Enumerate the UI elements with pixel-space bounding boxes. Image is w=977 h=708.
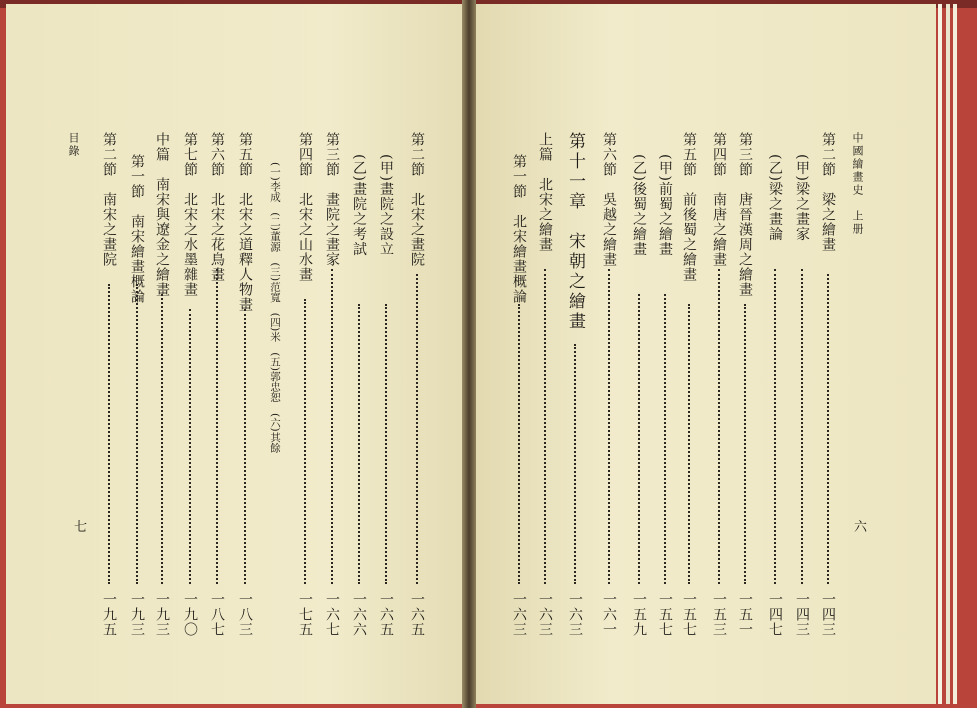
leader-dots	[608, 269, 610, 584]
toc-entry-label: 第二節 北宋之畫院	[409, 132, 425, 267]
leader-dots	[688, 304, 690, 584]
toc-entry-page: 一五三	[711, 592, 727, 637]
toc-entry-label: (乙)畫院之考試	[351, 154, 367, 257]
toc-entry-page: 一七五	[297, 592, 313, 637]
page-edge	[938, 4, 942, 704]
running-head-left: 目錄	[67, 132, 80, 158]
leader-dots	[664, 294, 666, 584]
toc-entry-label: (乙)梁之畫論	[767, 154, 783, 242]
leader-dots	[518, 304, 520, 584]
page-edge	[953, 4, 957, 704]
toc-entry-page: 一六五	[378, 592, 394, 637]
leader-dots	[801, 269, 803, 584]
toc-entry-page: 一五七	[681, 592, 697, 637]
leader-dots	[827, 274, 829, 584]
leader-dots	[638, 294, 640, 584]
toc-entry-label: (甲)畫院之設立	[378, 154, 394, 257]
toc-entry-label: (甲)前蜀之繪畫	[657, 154, 673, 257]
leader-dots	[216, 269, 218, 584]
toc-entry-page: 一九〇	[182, 592, 198, 637]
leader-dots	[331, 269, 333, 584]
toc-entry-label: 第四節 南唐之繪畫	[711, 132, 727, 267]
folio-left: 七	[74, 520, 88, 535]
toc-entry-page: 一六三	[567, 592, 583, 637]
toc-entry-label: 第五節 前後蜀之繪畫	[681, 132, 697, 282]
leader-dots	[189, 309, 191, 584]
right-page	[472, 4, 936, 704]
toc-entry-label: 上篇 北宋之繪畫	[537, 132, 553, 252]
toc-entry-page: 一四三	[820, 592, 836, 637]
leader-dots	[416, 274, 418, 584]
toc-entry-label: (一)李成 (二)董源 (三)范寬 (四)米 (五)郭忠恕 (六)其餘	[269, 162, 281, 453]
toc-entry-page: 一六七	[324, 592, 340, 637]
left-page	[6, 4, 468, 704]
toc-entry-label: 第三節 畫院之畫家	[324, 132, 340, 267]
toc-entry-page: 一四三	[794, 592, 810, 637]
toc-entry-page: 一九三	[129, 592, 145, 637]
toc-entry-label: 第四節 北宋之山水畫	[297, 132, 313, 282]
leader-dots	[136, 284, 138, 584]
toc-entry-label: 第五節 北宋之道釋人物畫	[237, 132, 253, 312]
toc-entry-page: 一六三	[511, 592, 527, 637]
toc-entry-page: 一六三	[537, 592, 553, 637]
leader-dots	[718, 269, 720, 584]
running-head-right: 中國繪畫史 上册	[851, 132, 864, 236]
toc-entry-label: 第七節 北宋之水墨雜畫	[182, 132, 198, 297]
leader-dots	[574, 344, 576, 584]
toc-entry-page: 一六六	[351, 592, 367, 637]
leader-dots	[385, 304, 387, 584]
leader-dots	[304, 299, 306, 584]
toc-entry-label: 第一節 北宋繪畫概論	[511, 154, 527, 304]
toc-entry-label: (甲)梁之畫家	[794, 154, 810, 242]
toc-entry-label: 第三節 唐晉漢周之繪畫	[737, 132, 753, 297]
leader-dots	[544, 269, 546, 584]
toc-entry-label: 第二節 南宋之畫院	[101, 132, 117, 267]
toc-entry-label: 第六節 吳越之繪畫	[601, 132, 617, 267]
leader-dots	[244, 309, 246, 584]
toc-entry-label: 第一節 南宋繪畫概論	[129, 154, 145, 304]
leader-dots	[774, 269, 776, 584]
toc-entry-page: 一六一	[601, 592, 617, 637]
leader-dots	[161, 294, 163, 584]
toc-entry-label: 第六節 北宋之花鳥畫	[209, 132, 225, 282]
toc-entry-page: 一八三	[237, 592, 253, 637]
toc-entry-page: 一九三	[154, 592, 170, 637]
toc-entry-page: 一九五	[101, 592, 117, 637]
leader-dots	[108, 284, 110, 584]
toc-entry-label: 第十一章 宋朝之繪畫	[565, 132, 585, 332]
page-edge	[946, 4, 950, 704]
toc-entry-page: 一五一	[737, 592, 753, 637]
toc-entry-page: 一五九	[631, 592, 647, 637]
folio-right: 六	[854, 520, 868, 535]
leader-dots	[744, 304, 746, 584]
toc-entry-label: 第二節 梁之繪畫	[820, 132, 836, 252]
toc-entry-page: 一五七	[657, 592, 673, 637]
toc-entry-page: 一八七	[209, 592, 225, 637]
toc-entry-label: (乙)後蜀之繪畫	[631, 154, 647, 257]
book-gutter	[462, 0, 476, 708]
toc-entry-page: 一四七	[767, 592, 783, 637]
leader-dots	[358, 304, 360, 584]
toc-entry-page: 一六五	[409, 592, 425, 637]
toc-entry-label: 中篇 南宋與遼金之繪畫	[154, 132, 170, 297]
